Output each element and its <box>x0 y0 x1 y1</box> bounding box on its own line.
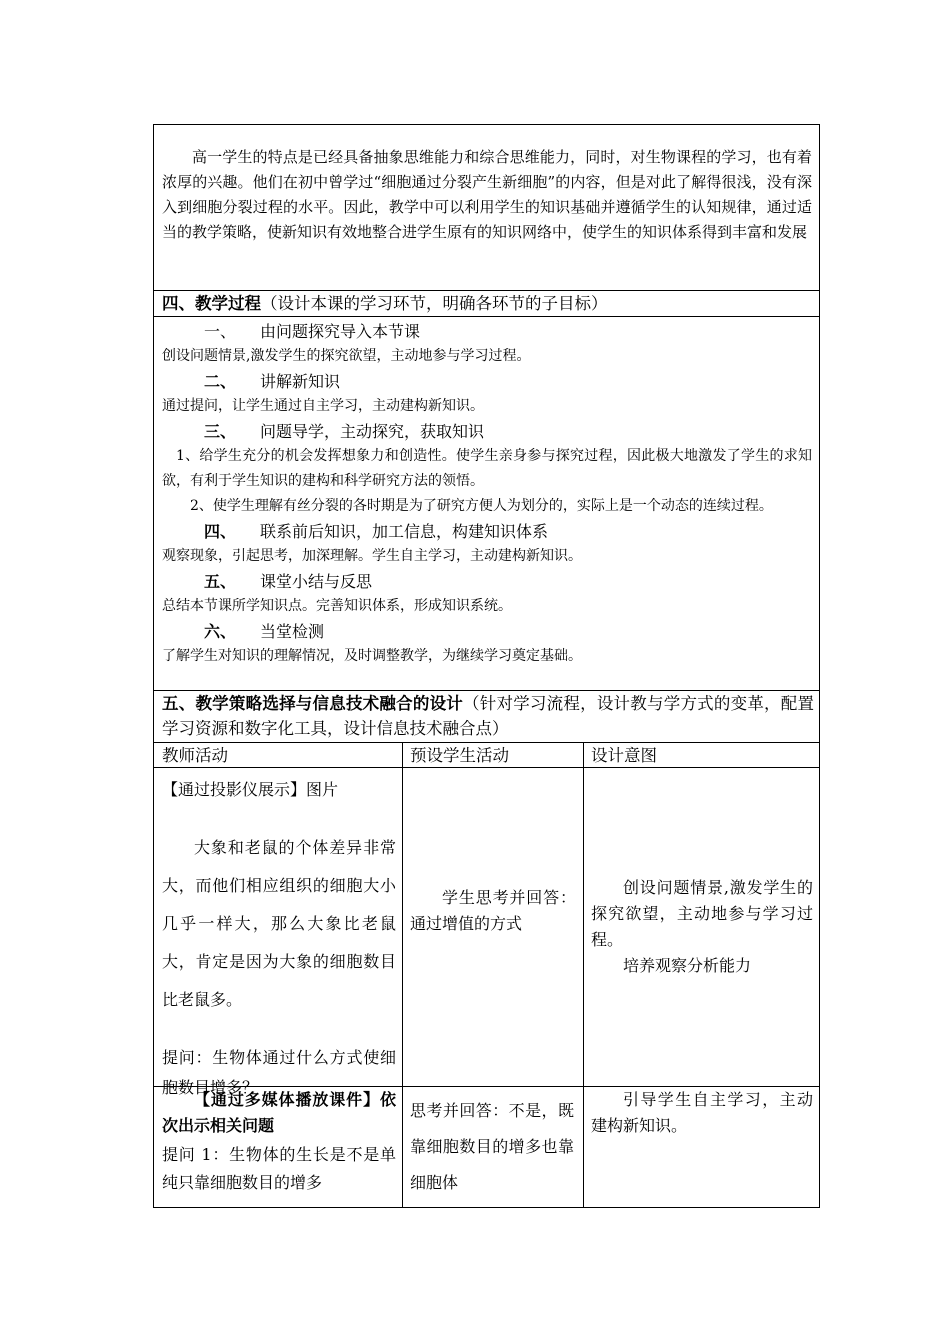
step-6-desc: 了解学生对知识的理解情况，及时调整教学，为继续学习奠定基础。 <box>162 648 582 664</box>
step-2-desc: 通过提问，让学生通过自主学习，主动建构新知识。 <box>162 398 484 414</box>
row1-teacher-body: 大象和老鼠的个体差异非常大，而他们相应组织的细胞大小几乎一样大，那么大象比老鼠大，肯定是因为大象的细胞数目比老鼠多。 <box>162 838 396 1009</box>
row1-design-intent: 创设问题情景,激发学生的探究欲望，主动地参与学习过程。 培养观察分析能力 <box>591 878 813 975</box>
section5-header-cell <box>162 691 814 741</box>
step-5-desc: 总结本节课所学知识点。完善知识体系，形成知识系统。 <box>162 598 512 614</box>
step-4-heading: 四、 联系前后知识，加工信息，构建知识体系 <box>204 522 549 541</box>
step-3-heading: 三、 问题导学，主动探究，获取知识 <box>204 422 485 441</box>
step-1-heading: 一、 由问题探究导入本节课 <box>204 322 421 341</box>
section4-title: 四、教学过程 <box>162 294 261 313</box>
section5-subtitle: （针对学习流程，设计教与学方式的变革，配置学习资源和数字化工具，设计信息技术融合点） <box>162 694 815 738</box>
step-5-heading: 五、 课堂小结与反思 <box>204 572 373 591</box>
row2-student-activity: 思考并回答：不是，既靠细胞数目的增多也靠细胞体 <box>410 1101 574 1192</box>
row2-teacher-title: 【通过多媒体播放课件】依次出示相关问题 <box>162 1090 396 1135</box>
col-header-student: 预设学生活动 <box>410 746 509 765</box>
row2-teacher-question: 提问 1：生物体的生长是不是单纯只靠细胞数目的增多 <box>162 1145 396 1192</box>
column-divider <box>402 742 403 1208</box>
col-header-teacher: 教师活动 <box>162 746 228 765</box>
step-1-desc: 创设问题情景,激发学生的探究欲望，主动地参与学习过程。 <box>162 348 531 364</box>
step-2-heading: 二、 讲解新知识 <box>204 372 341 391</box>
column-divider <box>583 742 584 1208</box>
step-3-desc-2: 2、使学生理解有丝分裂的各时期是为了研究方便人为划分的，实际上是一个动态的连续过程。 <box>190 498 773 514</box>
row1-teacher-question: 提问：生物体通过什么方式使细胞数目增多？ <box>162 1048 396 1097</box>
col-header-intent: 设计意图 <box>591 746 657 765</box>
section4-header-cell <box>162 291 817 316</box>
learner-analysis-cell <box>162 145 812 245</box>
section4-subtitle: （设计本课的学习环节，明确各环节的子目标） <box>261 294 608 313</box>
learner-analysis-text: 高一学生的特点是已经具备抽象思维能力和综合思维能力，同时，对生物课程的学习，也有着浓厚的兴趣。他们在初中曾学过“细胞通过分裂产生新细胞”的内容，但是对此了解得很浅，没有深入到细胞分裂过程的水平。因此，教学中可以利用学生的知识基础并遵循学生的认知规律，通过适当的教学策略，使新知识有效地整合进学生原有的知识网络中，使学生的知识体系得到丰富和发展 <box>162 148 812 241</box>
step-4-desc: 观察现象，引起思考，加深理解。学生自主学习，主动建构新知识。 <box>162 548 582 564</box>
row2-design-intent: 引导学生自主学习，主动建构新知识。 <box>591 1090 813 1135</box>
lesson-plan-table <box>153 124 820 1208</box>
row1-student-activity: 学生思考并回答：通过增值的方式 <box>410 888 576 933</box>
section5-title: 五、教学策略选择与信息技术融合的设计 <box>162 694 464 713</box>
section4-steps <box>162 319 812 669</box>
step-3-desc-1: 1、给学生充分的机会发挥想象力和创造性。使学生亲身参与探究过程，因此极大地激发了学生的求知欲，有利于学生知识的建构和科学研究方法的领悟。 <box>162 448 812 489</box>
row1-teacher-title: 【通过投影仪展示】图片 <box>162 780 339 799</box>
step-6-heading: 六、 当堂检测 <box>204 622 325 641</box>
row1-teacher-activity <box>162 775 396 1103</box>
row-divider <box>154 316 819 317</box>
row2-teacher-activity <box>162 1087 396 1197</box>
